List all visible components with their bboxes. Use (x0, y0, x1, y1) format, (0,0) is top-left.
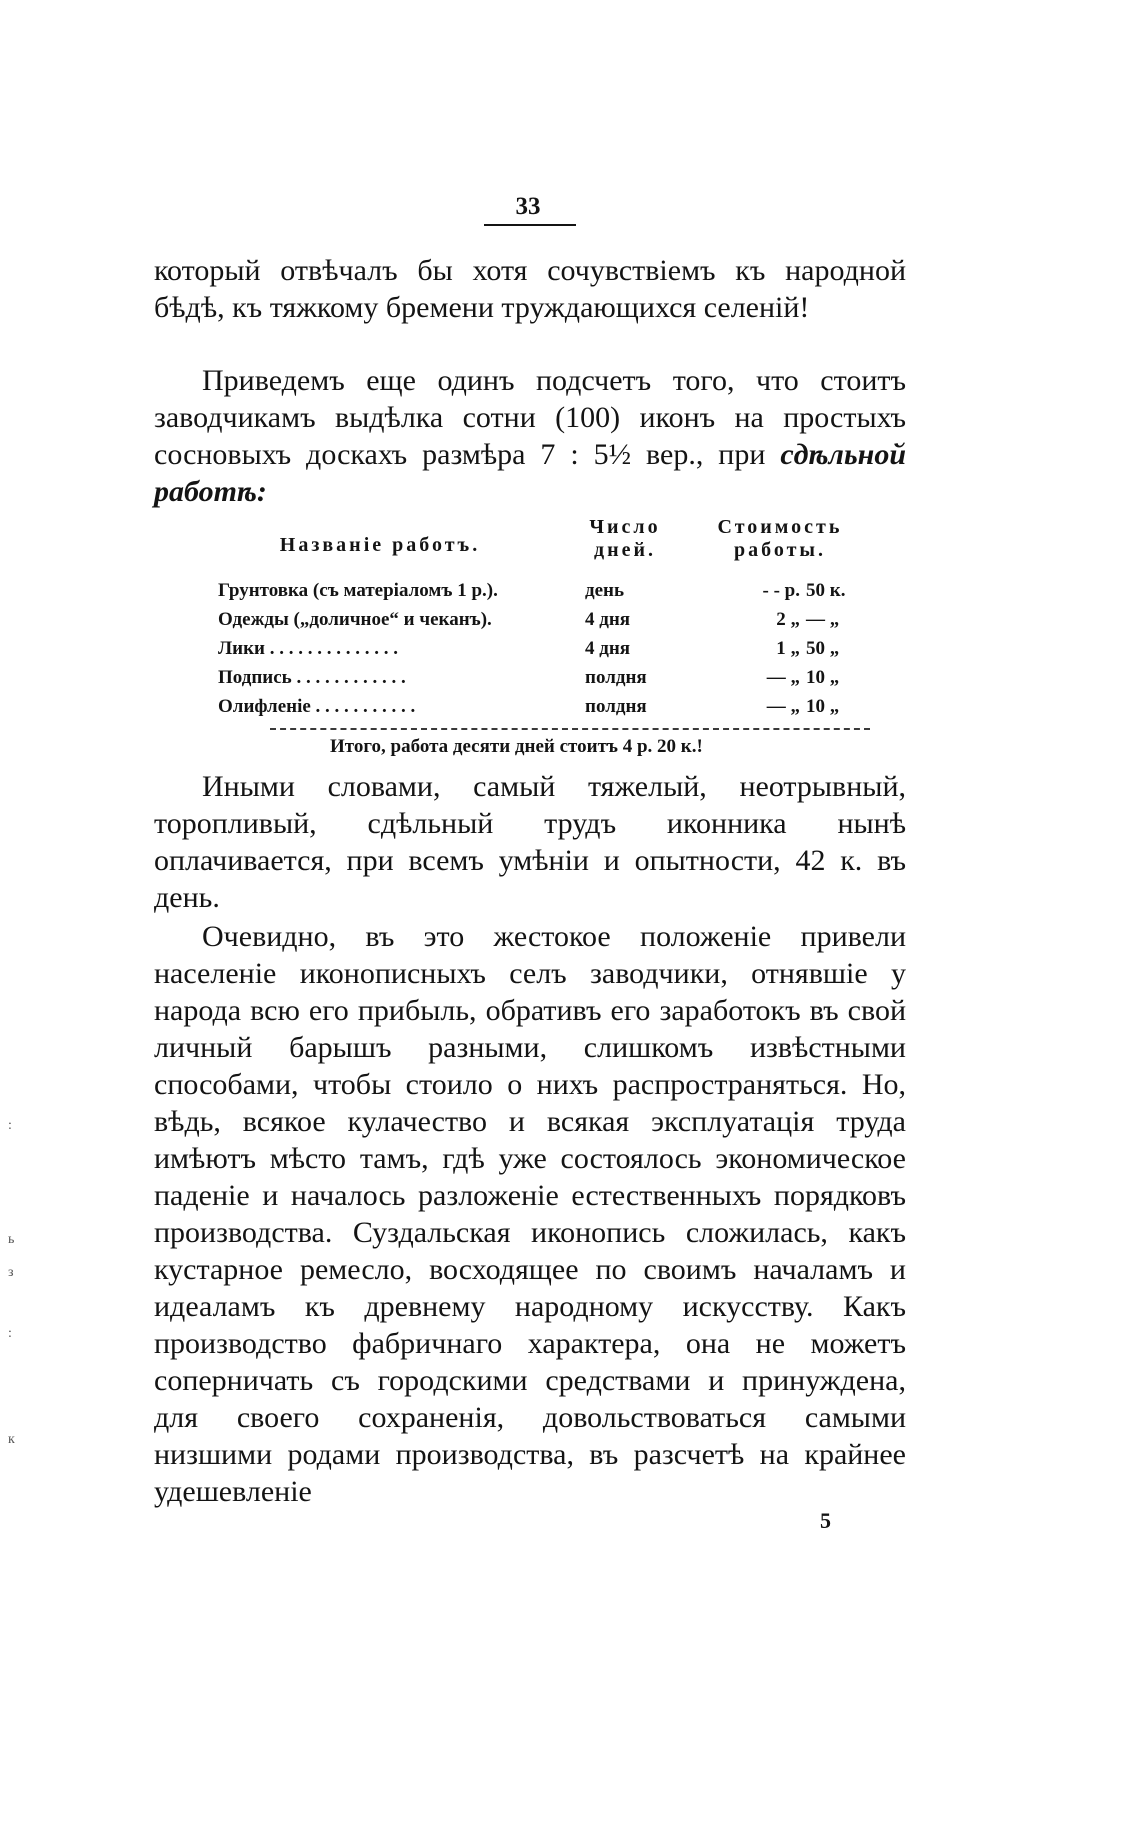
paragraph-conclusion: Иными словами, самый тяжелый, неотрывный, торопливый, сдѣльный трудъ иконника нынѣ оплачивается, при всемъ умѣніи и опытности, 42 к. въ день. (154, 770, 906, 914)
row-work-name: Лики . . . . . . . . . . . . . . (218, 638, 398, 659)
row-days: день (585, 580, 625, 601)
row-kopecks: 50 „ (806, 638, 840, 659)
table-row (210, 692, 870, 721)
header-cost: Стоимость работы. (717, 516, 843, 561)
table-row (210, 634, 870, 663)
table-row (210, 576, 870, 605)
header-days: Число дней. (589, 516, 661, 561)
piecework-emphasis: сдѣльной работѣ: (154, 438, 906, 508)
table-total: Итого, работа десяти дней стоитъ 4 р. 20 к.! (330, 736, 703, 757)
header-work-name: Названіе работъ. (279, 534, 481, 556)
row-rubles: - - р. (762, 580, 800, 601)
row-kopecks: — „ (806, 609, 840, 630)
row-kopecks: 50 к. (806, 580, 846, 601)
page-number-rule (484, 224, 576, 226)
margin-mark: ь (8, 1232, 15, 1247)
row-work-name: Грунтовка (съ матеріаломъ 1 р.). (218, 580, 498, 601)
paragraph-calculation-intro (154, 362, 906, 510)
row-work-name: Одежды („доличное“ и чеканъ). (218, 609, 492, 630)
table-row (210, 663, 870, 692)
signature-mark: 5 (820, 1508, 831, 1533)
row-days: 4 дня (585, 638, 631, 659)
row-kopecks: 10 „ (806, 696, 840, 717)
row-rubles: 1 „ (776, 638, 800, 659)
row-work-name: Олифленіе . . . . . . . . . . . (218, 696, 416, 717)
margin-mark: : (8, 1118, 12, 1133)
paragraph-continuation: который отвѣчалъ бы хотя сочувствіемъ къ народной бѣдѣ, къ тяжкому бремени труждающихся селеній! (154, 254, 906, 324)
row-work-name: Подпись . . . . . . . . . . . . (218, 667, 406, 688)
table-row (210, 605, 870, 634)
row-rubles: — „ (766, 667, 800, 688)
row-kopecks: 10 „ (806, 667, 840, 688)
row-days: полдня (585, 667, 647, 688)
row-days: полдня (585, 696, 647, 717)
margin-mark: к (8, 1432, 15, 1447)
paragraph-calculation-text: Приведемъ еще одинъ подсчетъ того, что стоитъ заводчикамъ выдѣлка сотни (100) иконъ на простыхъ сосновыхъ доскахъ размѣра 7 : 5½ вер., при (154, 364, 906, 471)
margin-mark: з (8, 1265, 14, 1280)
page-number: 33 (515, 193, 541, 220)
table-total-rule (270, 728, 870, 730)
paragraph-explanation: Очевидно, въ это жестокое положеніе привели населеніе иконописныхъ селъ заводчики, отнявшіе у народа всю его прибыль, обративъ его заработокъ въ свой личный барышъ разными, слишкомъ извѣстными способами, чтобы стоило о нихъ распространяться. Но, вѣдь, всякое кулачество и всякая эксплуатація труда имѣютъ мѣсто тамъ, гдѣ уже состоялось экономическое паденіе и началось разложеніе естественныхъ порядковъ производства. Суздальская иконопись сложилась, какъ кустарное ремесло, восходящее по своимъ началамъ и идеаламъ къ древнему народному искусству. Какъ производство фабричнаго характера, она не можетъ соперничать съ городскими средствами и принуждена, для своего сохраненія, довольствоваться самыми низшими родами производства, въ разсчетѣ на крайнее удешевленіе (154, 920, 906, 1508)
row-days: 4 дня (585, 609, 631, 630)
margin-mark: : (8, 1326, 12, 1341)
row-rubles: 2 „ (776, 609, 800, 630)
row-rubles: — „ (766, 696, 800, 717)
